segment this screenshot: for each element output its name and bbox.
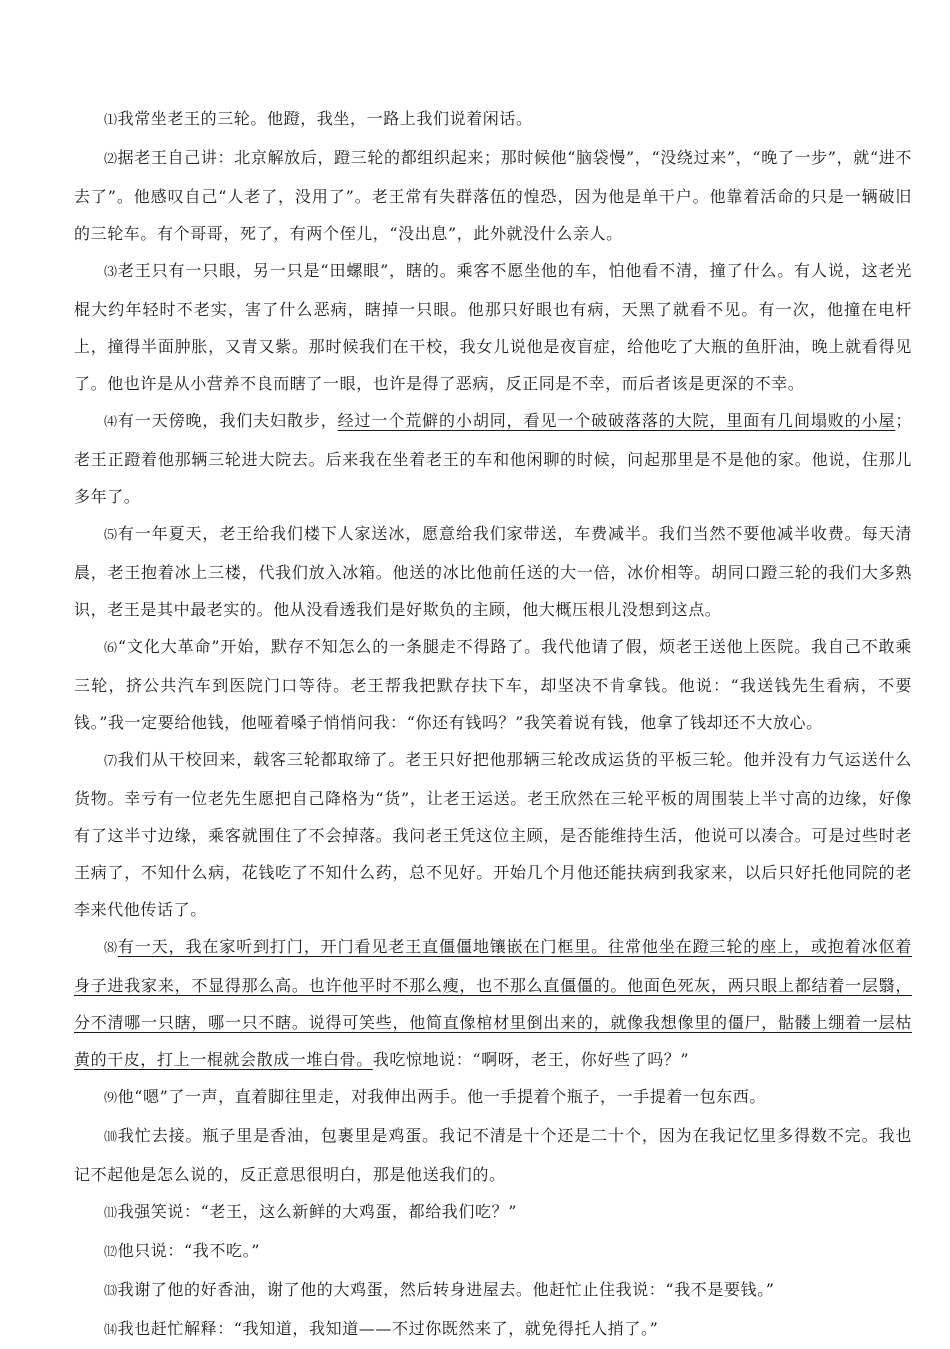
paragraph [74, 1271, 912, 1310]
paragraph-number: ⑹ [104, 641, 118, 656]
paragraph [74, 741, 912, 928]
paragraph-text: 我也赶忙解释：“我知道，我知道——不过你既然来了，就免得托人捎了。” [117, 1319, 659, 1338]
paragraph-number: ⑺ [104, 754, 118, 769]
document-body [74, 100, 912, 1349]
paragraph-text: 据老王自己讲：北京解放后，蹬三轮的都组织起来；那时候他“脑袋慢”，“没绕过来”，“晚了一步”，就“进不去了”。他感叹自己“人老了，没用了”。老王常有失群落伍的惶恐，因为他是单干户。他靠着活命的只是一辆破旧的三轮车。有个哥哥，死了，有两个侄儿，“没出息”，此外就没什么亲人。 [74, 148, 912, 243]
paragraph [74, 928, 912, 1078]
underlined-text: 有一天，我在家听到打门，开门看见老王直僵僵地镶嵌在门框里。往常他坐在蹬三轮的座上，或抱着冰伛着身子进我家来，不显得那么高。也许他平时不那么瘦，也不那么直僵僵的。他面色死灰，两只眼上都结着一层翳，分不清哪一只瞎，哪一只不瞎。说得可笑些，他简直像棺材里倒出来的，就像我想像里的僵尸，骷髅上绷着一层枯黄的干皮，打上一棍就会散成一堆白骨。 [74, 937, 912, 1069]
paragraph [74, 402, 912, 515]
paragraph [74, 1193, 912, 1232]
paragraph [74, 628, 912, 741]
paragraph-number: ⑸ [104, 528, 118, 543]
paragraph-text: 老王只有一只眼，另一只是“田螺眼”，瞎的。乘客不愿坐他的车，怕他看不清，撞了什么。有人说，这老光棍大约年轻时不老实，害了什么恶病，瞎掉一只眼。他那只好眼也有病，天黑了就看不见。有一次，他撞在电杆上，撞得半面肿胀，又青又紫。那时候我们在干校，我女儿说他是夜盲症，给他吃了大瓶的鱼肝油，晚上就看得见了。他也许是从小营养不良而瞎了一眼，也许是得了恶病，反正同是不幸，而后者该是更深的不幸。 [74, 261, 912, 393]
underlined-text: 经过一个荒僻的小胡同，看见一个破破落落的大院，里面有几间塌败的小屋 [337, 411, 896, 430]
paragraph-number: ⒀ [104, 1284, 118, 1299]
paragraph-text: 我吃惊地说：“啊呀，老王，你好些了吗？” [372, 1050, 690, 1069]
paragraph-text: 他“嗯”了一声，直着脚往里走，对我伸出两手。他一手提着个瓶子，一手提着一包东西。 [117, 1087, 766, 1106]
paragraph-text: ；老王正蹬着他那辆三轮进大院去。后来我在坐着老王的车和他闲聊的时候，问起那里是不是他的家。他说，住那儿多年了。 [74, 411, 912, 506]
paragraph-text: 有一天傍晚，我们夫妇散步， [117, 411, 338, 430]
paragraph-number: ⑷ [104, 415, 118, 430]
paragraph-text: 我强笑说：“老王，这么新鲜的大鸡蛋，都给我们吃？” [117, 1202, 517, 1221]
paragraph-text: 我常坐老王的三轮。他蹬，我坐，一路上我们说着闲话。 [117, 109, 533, 128]
paragraph [74, 1310, 912, 1349]
paragraph-text: 我们从干校回来，载客三轮都取缔了。老王只好把他那辆三轮改成运货的平板三轮。他并没有力气运送什么货物。幸亏有一位老先生愿把自己降格为“货”，让老王运送。老王欣然在三轮平板的周围装上半寸高的边缘，好像有了这半寸边缘，乘客就围住了不会掉落。我问老王凭这位主顾，是否能维持生活，他说可以凑合。可是过些时老王病了，不知什么病，花钱吃了不知什么药，总不见好。开始几个月他还能扶病到我家来，以后只好托他同院的老李来代他传话了。 [74, 750, 912, 919]
paragraph-text: 他只说：“我不吃。” [117, 1241, 260, 1260]
paragraph [74, 100, 912, 139]
paragraph [74, 1232, 912, 1271]
paragraph [74, 252, 912, 402]
paragraph-number: ⑾ [104, 1206, 118, 1221]
paragraph-number: ⑽ [104, 1130, 118, 1145]
paragraph-number: ⑿ [104, 1245, 118, 1260]
paragraph-text: “文化大革命”开始，默存不知怎么的一条腿走不得路了。我代他请了假，烦老王送他上医院。我自己不敢乘三轮，挤公共汽车到医院门口等待。老王帮我把默存扶下车，却坚决不肯拿钱。他说：“我送钱先生看病，不要钱。”我一定要给他钱，他哑着嗓子悄悄问我：“你还有钱吗？”我笑着说有钱，他拿了钱却还不大放心。 [74, 637, 912, 732]
paragraph-number: ⑼ [104, 1091, 118, 1106]
paragraph-text: 我谢了他的好香油，谢了他的大鸡蛋，然后转身进屋去。他赶忙止住我说：“我不是要钱。” [117, 1280, 775, 1299]
paragraph-text: 有一年夏天，老王给我们楼下人家送冰，愿意给我们家带送，车费减半。我们当然不要他减半收费。每天清晨，老王抱着冰上三楼，代我们放入冰箱。他送的冰比他前任送的大一倍，冰价相等。胡同口蹬三轮的我们大多熟识，老王是其中最老实的。他从没看透我们是好欺负的主顾，他大概压根儿没想到这点。 [74, 524, 912, 619]
paragraph [74, 1117, 912, 1193]
paragraph-number: ⑵ [104, 152, 118, 167]
paragraph [74, 1078, 912, 1117]
paragraph [74, 139, 912, 252]
paragraph-number: ⑻ [104, 941, 118, 956]
paragraph-number: ⒁ [104, 1323, 118, 1338]
paragraph-text: 我忙去接。瓶子里是香油，包裹里是鸡蛋。我记不清是十个还是二十个，因为在我记忆里多得数不完。我也记不起他是怎么说的，反正意思很明白，那是他送我们的。 [74, 1126, 912, 1184]
paragraph-number: ⑴ [104, 113, 118, 128]
paragraph [74, 515, 912, 628]
paragraph-number: ⑶ [104, 265, 118, 280]
